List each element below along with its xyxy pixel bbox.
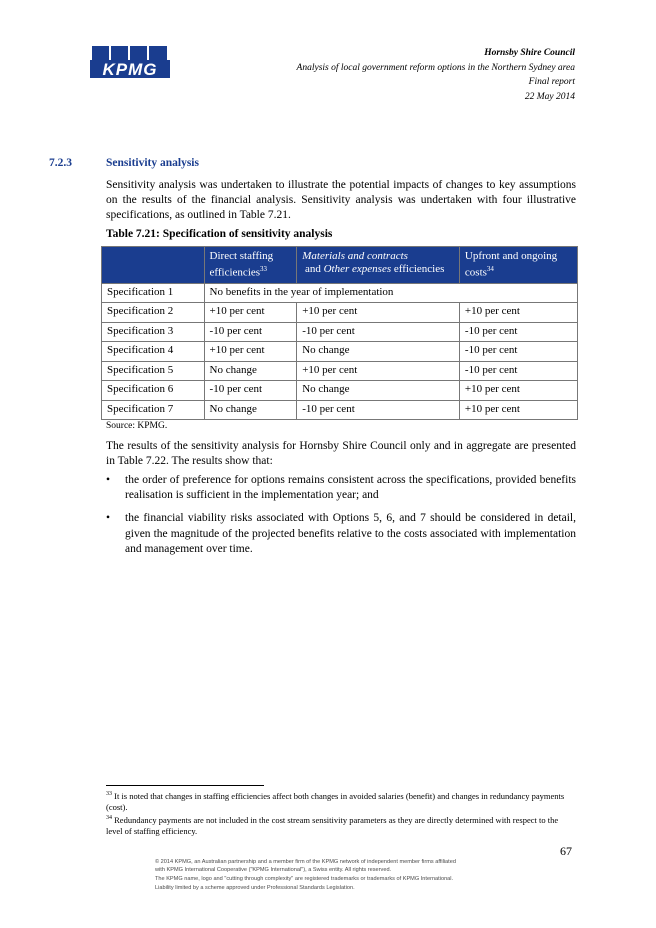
footnote-number: 33: [106, 791, 112, 797]
section-title: Sensitivity analysis: [106, 157, 199, 169]
header-efficiencies-text: efficiencies: [391, 263, 445, 275]
footnote-divider: [106, 785, 264, 786]
table-caption: Table 7.21: Specification of sensitivity analysis: [106, 228, 333, 240]
legal-line: with KPMG International Cooperative ("KPMG International"), a Swiss entity. All rights reserved.: [155, 867, 392, 874]
header-cell-staffing: [204, 247, 297, 284]
table-cell: -10 per cent: [204, 322, 297, 342]
table-row: [102, 322, 578, 342]
table-cell: +10 per cent: [204, 342, 297, 362]
table-cell: No change: [204, 361, 297, 381]
table-cell: +10 per cent: [459, 381, 577, 401]
header-costs-text: Upfront and ongoing costs: [464, 250, 558, 279]
table-row: [102, 342, 578, 362]
section-number: 7.2.3: [49, 157, 72, 169]
header-org: Hornsby Shire Council: [484, 48, 575, 58]
table-row: [102, 400, 578, 420]
table-cell: -10 per cent: [297, 400, 460, 420]
legal-line: Liability limited by a scheme approved under Professional Standards Legislation.: [155, 884, 355, 891]
table-cell: +10 per cent: [297, 303, 460, 323]
logo-text: KPMG: [102, 60, 158, 78]
table-cell: No change: [297, 342, 460, 362]
bullet-list: [106, 473, 576, 565]
footnote-ref-33: 33: [260, 265, 268, 273]
header-cell-empty: [102, 247, 205, 284]
kpmg-logo: [90, 46, 170, 78]
table-cell: -10 per cent: [297, 322, 460, 342]
table-cell: Specification 1: [102, 283, 205, 303]
table-cell: Specification 3: [102, 322, 205, 342]
bullet-icon: •: [106, 512, 111, 525]
table-cell: -10 per cent: [459, 342, 577, 362]
page-number: 67: [560, 844, 572, 858]
table-cell: Specification 7: [102, 400, 205, 420]
report-header: [297, 46, 575, 104]
bullet-icon: •: [106, 474, 111, 486]
header-other-expenses-text: Other expenses: [323, 263, 392, 275]
legal-notice: [155, 858, 525, 892]
table-row: [102, 381, 578, 401]
table-header-row: [102, 247, 578, 284]
table-cell: +10 per cent: [459, 303, 577, 323]
table-cell: No benefits in the year of implementation: [204, 283, 577, 303]
table-cell: +10 per cent: [459, 400, 577, 420]
table-source: Source: KPMG.: [106, 421, 168, 431]
bullet-text: the order of preference for options remains consistent across the specifications, provided benefits realisation is sufficient in the implementation year; and: [125, 474, 576, 502]
header-staffing-text: Direct staffing efficiencies: [209, 250, 274, 279]
header-report-type: Final report: [528, 77, 575, 87]
header-cell-materials: [297, 247, 460, 284]
list-item: [106, 511, 576, 557]
table-row: [102, 361, 578, 381]
footnote-ref-34: 34: [486, 265, 494, 273]
header-and-text: and: [302, 263, 324, 275]
footnotes: [106, 789, 576, 837]
header-materials-text: Materials and contracts: [302, 250, 408, 262]
table-cell: Specification 5: [102, 361, 205, 381]
header-date: 22 May 2014: [524, 91, 575, 102]
header-subtitle: Analysis of local government reform options in the Northern Sydney area: [296, 62, 575, 73]
legal-line: © 2014 KPMG, an Australian partnership and a member firm of the KPMG network of independent member firms affiliated: [155, 859, 456, 865]
table-cell: Specification 4: [102, 342, 205, 362]
table-cell: +10 per cent: [204, 303, 297, 323]
table-cell: -10 per cent: [459, 361, 577, 381]
specification-table: [101, 246, 578, 420]
table-cell: Specification 2: [102, 303, 205, 323]
intro-paragraph: Sensitivity analysis was undertaken to illustrate the potential impacts of changes to key assumptions on the results of the financial analysis. Sensitivity analysis was undertaken with four illustrative specifications, as outlined in Table 7.21.: [106, 179, 576, 222]
footnote-text: Redundancy payments are not included in the cost stream sensitivity parameters as they are directly determined with respect to the level of staffing efficiency.: [106, 814, 561, 836]
table-cell: -10 per cent: [204, 381, 297, 401]
table-row: [102, 283, 578, 303]
table-cell: No change: [297, 381, 460, 401]
footnote-text: It is noted that changes in staffing efficiencies affect both changes in avoided salaries (benefit) and changes in redundancy payments (cost).: [106, 790, 567, 812]
footnote-33: [106, 789, 576, 813]
table-row: [102, 303, 578, 323]
table-cell: Specification 6: [102, 381, 205, 401]
table-cell: +10 per cent: [297, 361, 460, 381]
footnote-34: [106, 813, 576, 837]
table-cell: No change: [204, 400, 297, 420]
footnote-number: 34: [106, 814, 112, 821]
bullet-text: the financial viability risks associated with Options 5, 6, and 7 should be considered in detail, given the magnitude of the projected benefits relative to the costs associated with implementation and management over time.: [125, 512, 576, 555]
legal-line: The KPMG name, logo and "cutting through complexity" are registered trademarks or trademarks of KPMG International.: [155, 876, 454, 883]
list-item: [106, 473, 576, 503]
header-cell-costs: [459, 247, 577, 284]
results-paragraph: The results of the sensitivity analysis for Hornsby Shire Council only and in aggregate are presented in Table 7.22. The results show that:: [106, 440, 576, 468]
table-cell: -10 per cent: [459, 322, 577, 342]
